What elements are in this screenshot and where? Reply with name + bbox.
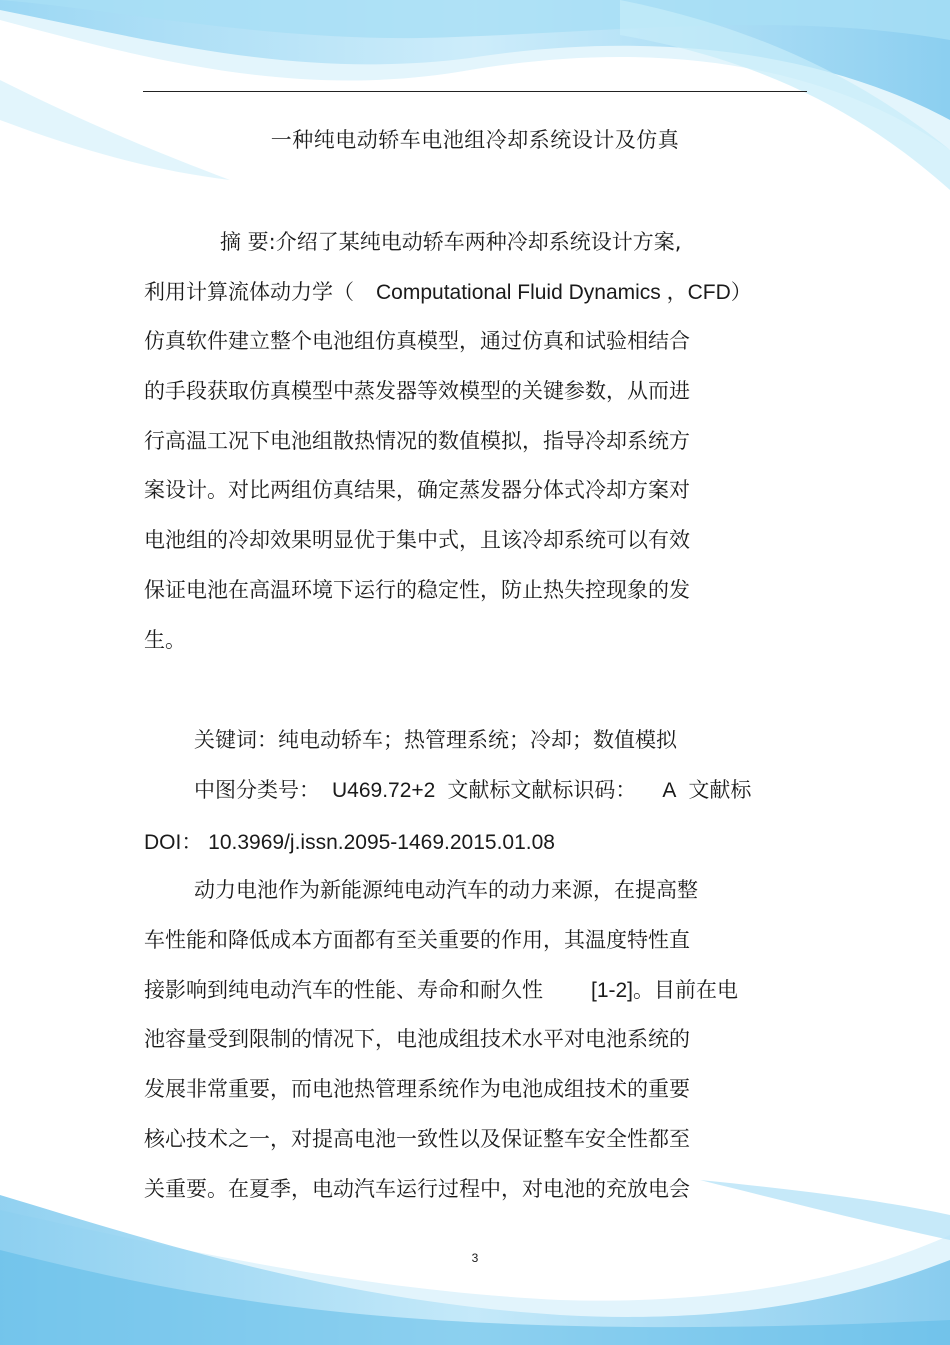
body-text: 接影响到纯电动汽车的性能、寿命和耐久性: [144, 978, 543, 1002]
body-line-4: 池容量受到限制的情况下，电池成组技术水平对电池系统的: [144, 1027, 690, 1051]
abstract-line-7: 电池组的冷却效果明显优于集中式，且该冷却系统可以有效: [144, 528, 690, 552]
body-line-1: 动力电池作为新能源纯电动汽车的动力来源，在提高整: [194, 878, 698, 902]
abstract-line-4: 的手段获取仿真模型中蒸发器等效模型的关键参数，从而进: [144, 379, 690, 403]
abstract-line-1: [220, 232, 681, 253]
classification-line: [194, 780, 751, 801]
abstract-text: 利用计算流体动力学（: [144, 280, 354, 304]
abstract-line-5: 行高温工况下电池组散热情况的数值模拟，指导冷却系统方: [144, 429, 690, 453]
document-code: A: [662, 779, 677, 802]
abstract-line-2: [144, 282, 752, 303]
document-title: 一种纯电动轿车电池组冷却系统设计及仿真: [270, 128, 680, 152]
abstract-line-6: 案设计。对比两组仿真结果，确定蒸发器分体式冷却方案对: [144, 478, 690, 502]
page-number: 3: [471, 1251, 479, 1265]
body-line-7: 关重要。在夏季，电动汽车运行过程中，对电池的充放电会: [144, 1177, 690, 1201]
header-rule: [143, 91, 807, 92]
keywords: 关键词：纯电动轿车；热管理系统；冷却；数值模拟: [194, 728, 677, 752]
classification-code: U469.72+2: [332, 779, 436, 802]
citation: [1-2]: [591, 979, 634, 1002]
abstract-line-9: 生。: [144, 628, 186, 652]
classification-label: 中图分类号：: [194, 778, 320, 802]
abstract-term: Computational Fluid Dynamics ，CFD）: [376, 281, 752, 304]
abstract-line-8: 保证电池在高温环境下运行的稳定性，防止热失控现象的发: [144, 578, 690, 602]
abstract-line-3: 仿真软件建立整个电池组仿真模型，通过仿真和试验相结合: [144, 329, 690, 353]
doi: DOI： 10.3969/j.issn.2095-1469.2015.01.08: [144, 831, 555, 854]
abstract-text: 介绍了某纯电动轿车两种冷却系统设计方案,: [275, 230, 682, 254]
body-line-3: [144, 980, 738, 1001]
body-line-2: 车性能和降低成本方面都有至关重要的作用，其温度特性直: [144, 928, 690, 952]
document-code-tail: 文献标: [688, 778, 752, 802]
abstract-label: 摘 要:: [220, 230, 276, 254]
body-line-6: 核心技术之一，对提高电池一致性以及保证整车安全性都至: [144, 1127, 690, 1151]
body-text: 。目前在电: [633, 978, 739, 1002]
document-code-label: 文献标文献标识码：: [447, 778, 637, 802]
body-line-5: 发展非常重要，而电池热管理系统作为电池成组技术的重要: [144, 1077, 690, 1101]
